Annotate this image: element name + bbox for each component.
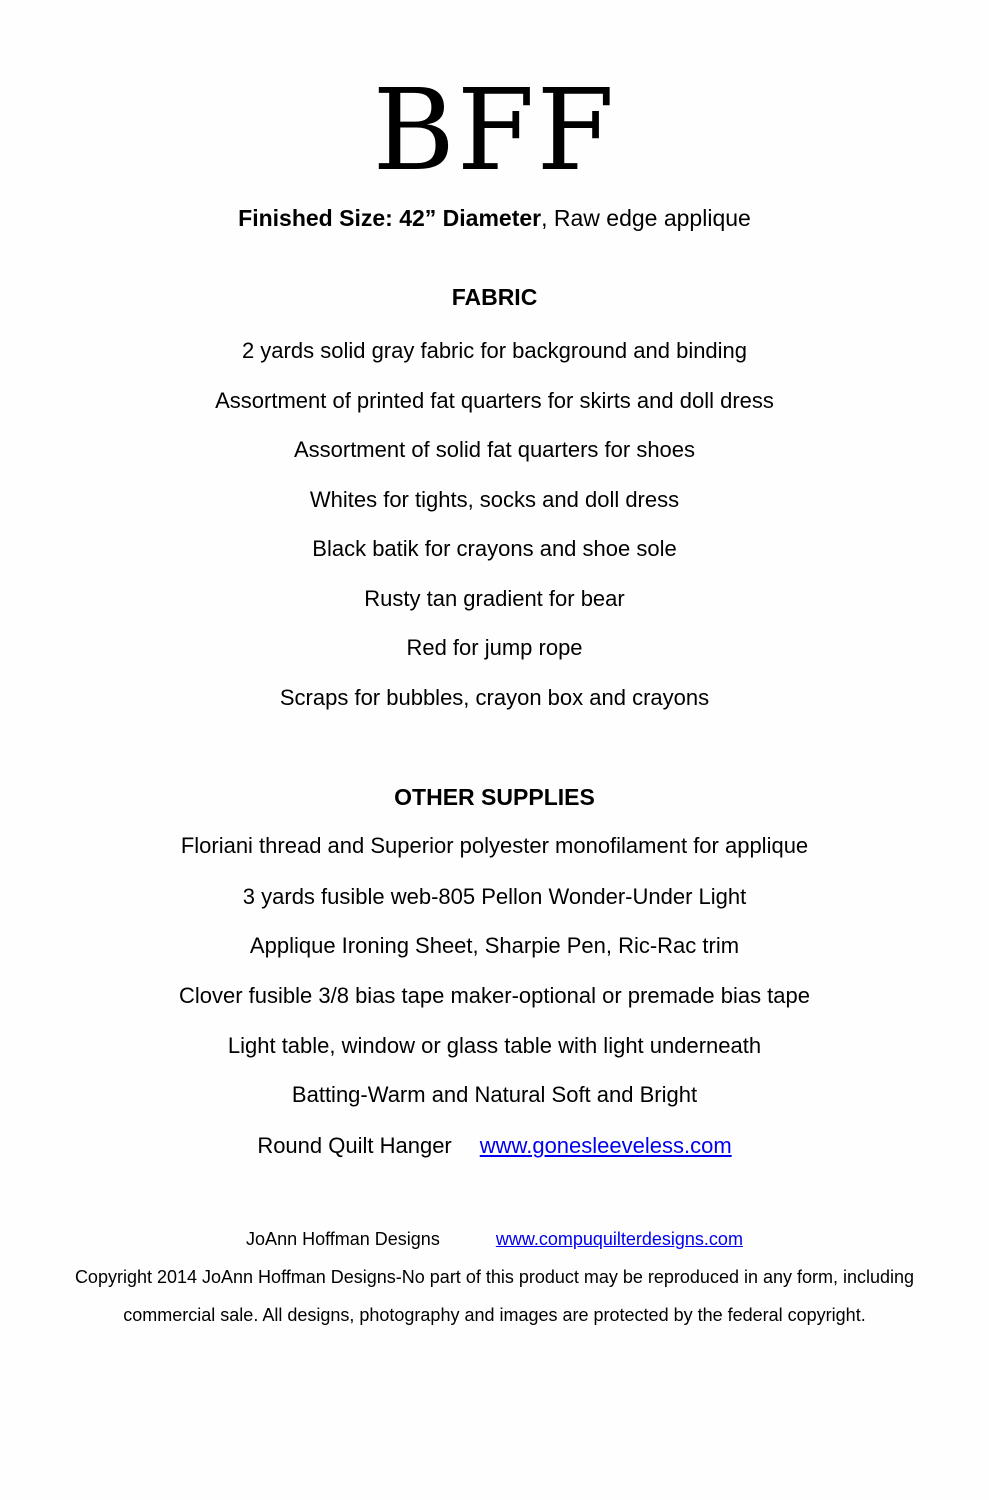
gonesleeveless-link[interactable]: www.gonesleeveless.com: [479, 1133, 732, 1158]
copyright-line-1: Copyright 2014 JoAnn Hoffman Designs-No part of this product may be reproduced in any form, including: [74, 1267, 915, 1287]
supply-item: 3 yards fusible web-805 Pellon Wonder-Under Light: [242, 884, 747, 909]
fabric-item: Black batik for crayons and shoe sole: [312, 536, 677, 561]
supply-item: Clover fusible 3/8 bias tape maker-optional or premade bias tape: [178, 983, 811, 1008]
fabric-item: 2 yards solid gray fabric for background and binding: [241, 338, 748, 363]
applique-type-text: , Raw edge applique: [541, 205, 751, 231]
fabric-item: Scraps for bubbles, crayon box and crayons: [279, 685, 710, 710]
round-quilt-hanger-label: Round Quilt Hanger: [257, 1133, 452, 1158]
fabric-item: Assortment of solid fat quarters for shoes: [293, 437, 696, 462]
supply-item: Light table, window or glass table with light underneath: [227, 1033, 762, 1058]
compuquilter-link[interactable]: www.compuquilterdesigns.com: [495, 1229, 743, 1249]
round-quilt-hanger-line: [0, 1132, 989, 1160]
supply-item: Batting-Warm and Natural Soft and Bright: [291, 1082, 698, 1107]
finished-size-line: [0, 204, 989, 232]
finished-size-value: Finished Size: 42” Diameter: [238, 205, 542, 231]
supply-item: Applique Ironing Sheet, Sharpie Pen, Ric-Rac trim: [249, 933, 740, 958]
designer-name: JoAnn Hoffman Designs: [246, 1229, 440, 1249]
fabric-item: Whites for tights, socks and doll dress: [309, 487, 680, 512]
page-title: BFF: [372, 66, 617, 196]
fabric-item: Red for jump rope: [406, 635, 583, 660]
designer-line: [0, 1227, 989, 1251]
supply-item: Floriani thread and Superior polyester monofilament for applique: [180, 833, 809, 858]
fabric-item: Rusty tan gradient for bear: [364, 586, 625, 611]
copyright-line-2: commercial sale. All designs, photography and images are protected by the federal copyright.: [123, 1305, 866, 1325]
other-supplies-section-header: OTHER SUPPLIES: [394, 784, 595, 810]
fabric-item: Assortment of printed fat quarters for skirts and doll dress: [215, 388, 774, 413]
fabric-section-header: FABRIC: [451, 284, 538, 310]
